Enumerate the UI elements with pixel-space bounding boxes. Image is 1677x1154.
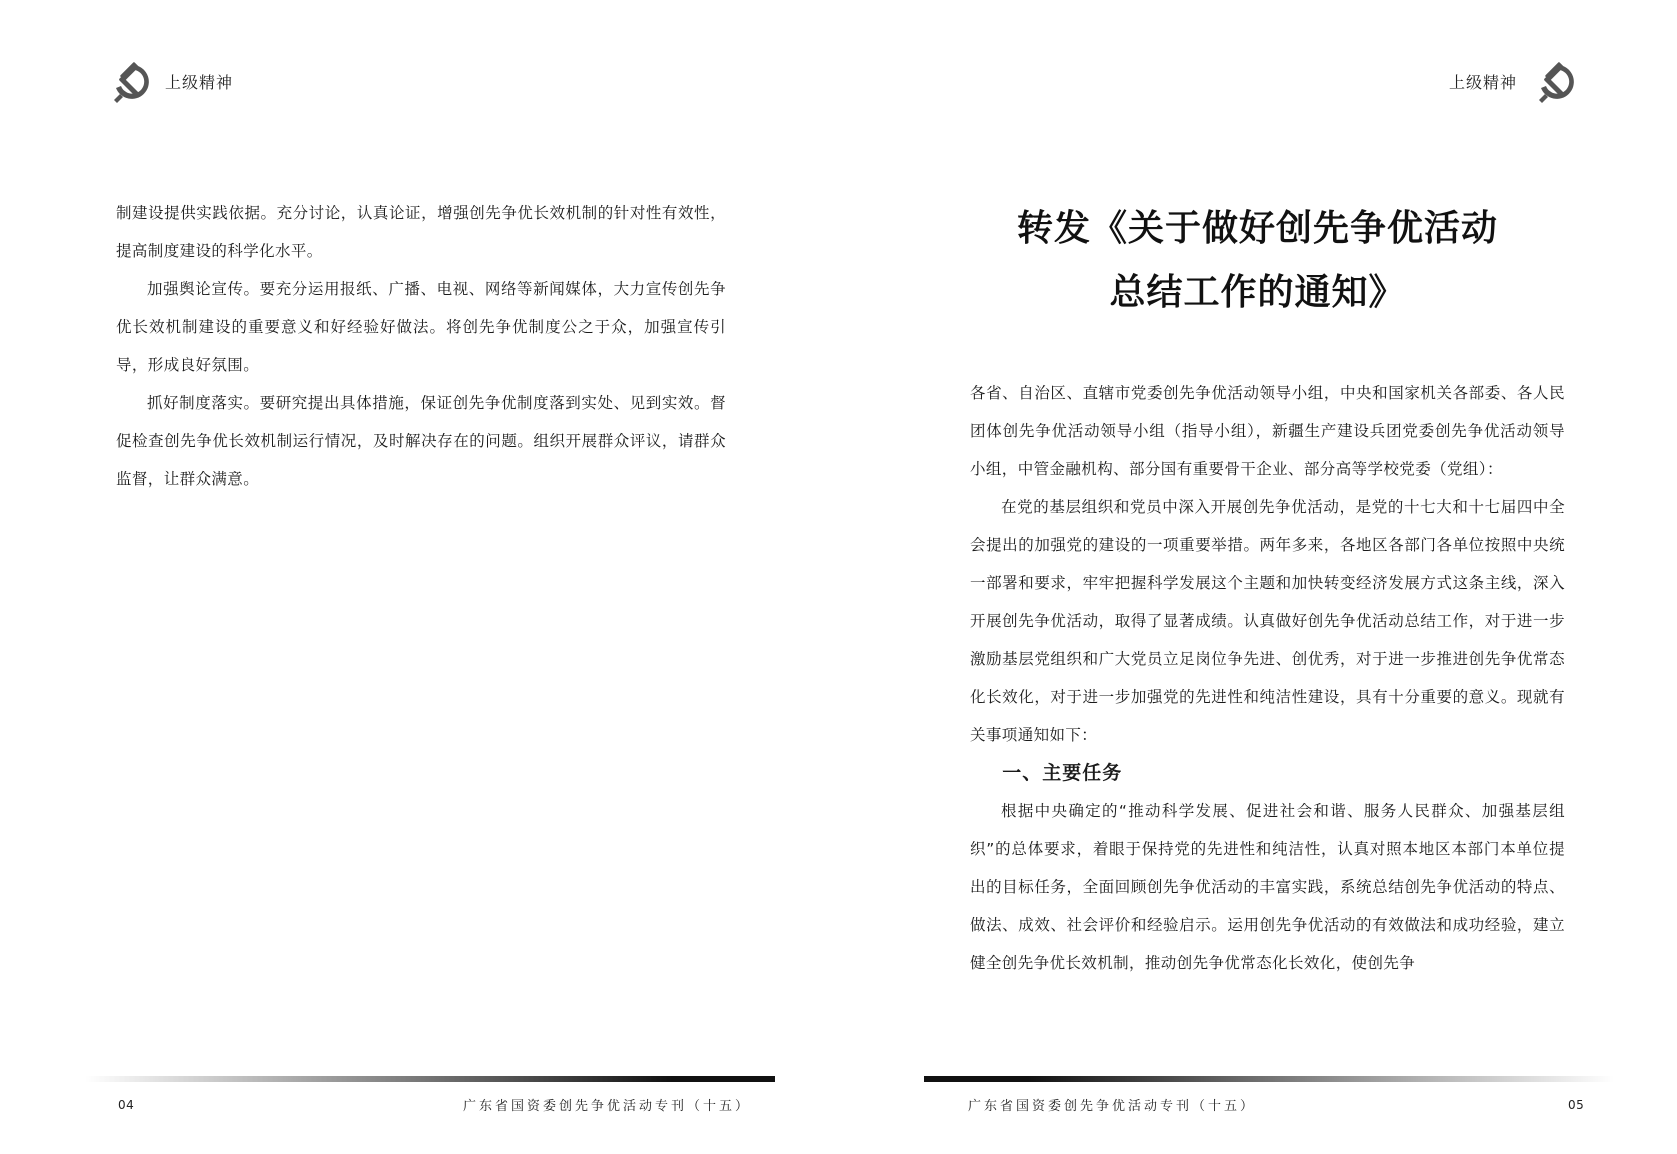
- article-title-line: 总结工作的通知》: [1109, 271, 1406, 313]
- paragraph: 抓好制度落实。要研究提出具体措施，保证创先争优制度落到实处、见到实效。督促检查创先争优长效机制运行情况，及时解决存在的问题。组织开展群众评议，请群众监督，让群众满意。: [116, 394, 726, 488]
- right-body-text: [970, 374, 1565, 982]
- section-label: 上级精神: [1449, 73, 1518, 92]
- article-title-line: 转发《关于做好创先争优活动: [1016, 207, 1498, 249]
- paragraph: 根据中央确定的“推动科学发展、促进社会和谐、服务人民群众、加强基层组织”的总体要求，着眼于保持党的先进性和纯洁性，认真对照本地区本部门本单位提出的目标任务，全面回顾创先争优活动的丰富实践，系统总结创先争优活动的特点、做法、成效、社会评价和经验启示。运用创先争优活动的有效做法和成功经验，建立健全创先争优长效机制，推动创先争优常态化长效化，使创先争: [970, 802, 1565, 972]
- hammer-sickle-icon: [108, 58, 156, 106]
- footer-divider: [85, 1076, 775, 1082]
- section-label: 上级精神: [165, 73, 234, 92]
- left-body-text: [116, 194, 726, 498]
- paragraph: 加强舆论宣传。要充分运用报纸、广播、电视、网络等新闻媒体，大力宣传创先争优长效机制建设的重要意义和好经验好做法。将创先争优制度公之于众，加强宣传引导，形成良好氛围。: [116, 280, 726, 374]
- section-heading: 一、主要任务: [1002, 762, 1123, 784]
- page-number: 05: [1568, 1098, 1585, 1112]
- page-number: 04: [118, 1098, 135, 1112]
- publication-title: 广东省国资委创先争优活动专刊（十五）: [968, 1099, 1257, 1114]
- paragraph: 在党的基层组织和党员中深入开展创先争优活动，是党的十七大和十七届四中全会提出的加强党的建设的一项重要举措。两年多来，各地区各部门各单位按照中央统一部署和要求，牢牢把握科学发展这个主题和加快转变经济发展方式这条主线，深入开展创先争优活动，取得了显著成绩。认真做好创先争优活动总结工作，对于进一步激励基层党组织和广大党员立足岗位争先进、创优秀，对于进一步推进创先争优常态化长效化，对于进一步加强党的先进性和纯洁性建设，具有十分重要的意义。现就有关事项通知如下：: [970, 498, 1565, 744]
- paragraph: 各省、自治区、直辖市党委创先争优活动领导小组，中央和国家机关各部委、各人民团体创先争优活动领导小组（指导小组），新疆生产建设兵团党委创先争优活动领导小组，中管金融机构、部分国有重要骨干企业、部分高等学校党委（党组）：: [970, 384, 1565, 478]
- footer-divider: [924, 1076, 1614, 1082]
- left-page: [0, 0, 838, 1154]
- publication-title: 广东省国资委创先争优活动专刊（十五）: [463, 1099, 752, 1114]
- article-title: [838, 196, 1677, 324]
- hammer-sickle-icon: [1533, 58, 1581, 106]
- right-page: [838, 0, 1677, 1154]
- paragraph: 制建设提供实践依据。充分讨论，认真论证，增强创先争优长效机制的针对性有效性，提高制度建设的科学化水平。: [116, 204, 726, 260]
